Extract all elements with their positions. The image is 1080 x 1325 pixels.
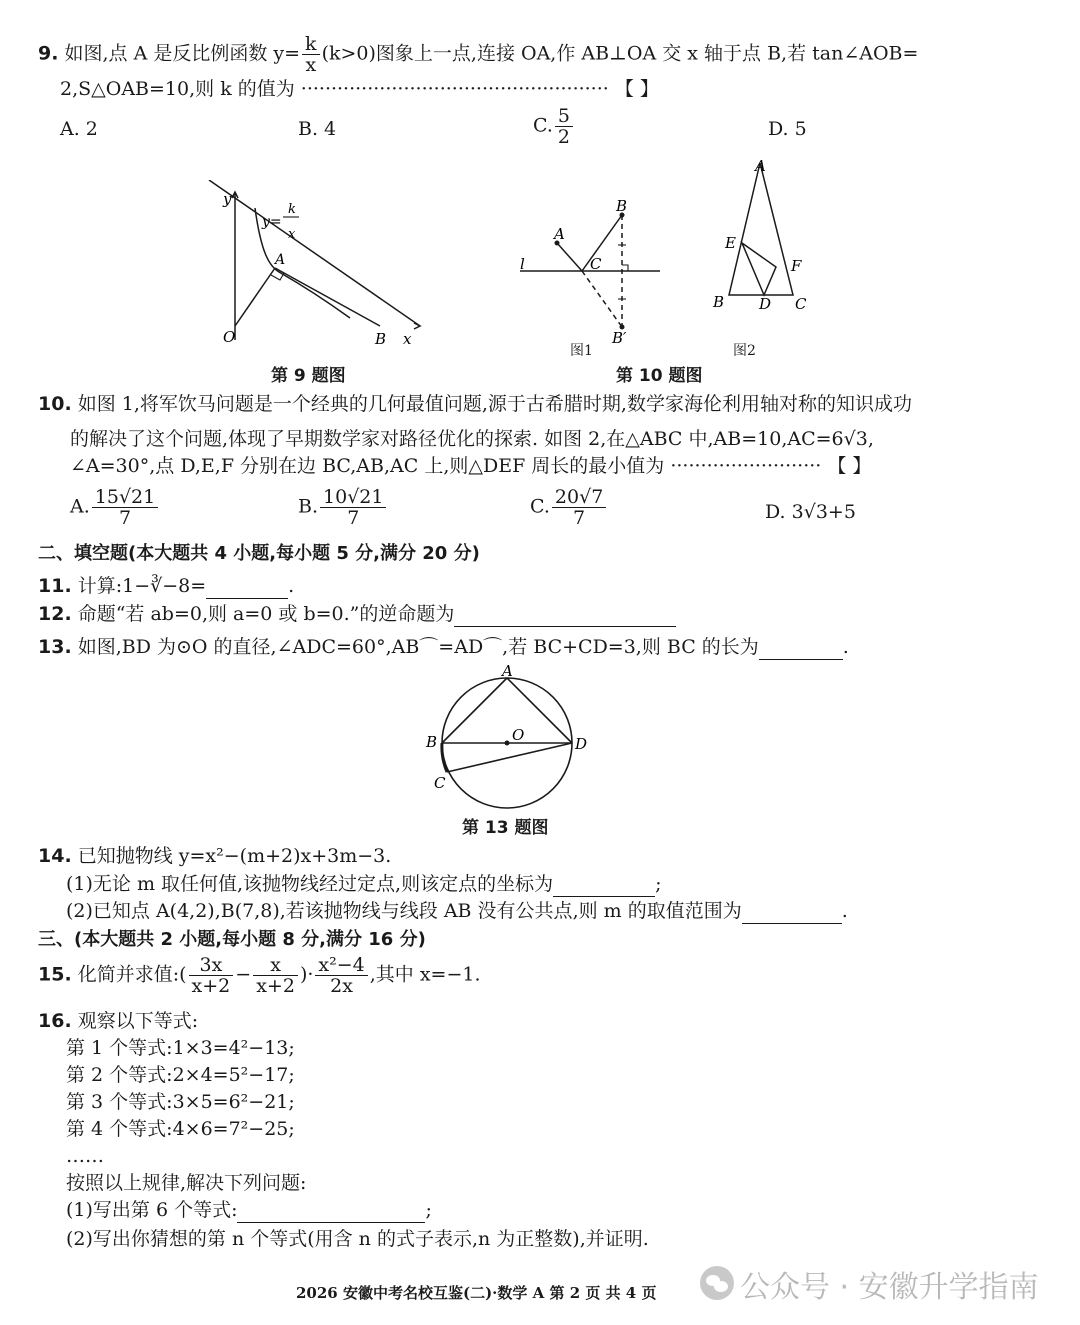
q9-option-c-label: C. xyxy=(533,114,553,137)
q13-number: 13. xyxy=(38,636,72,658)
q11-number: 11. xyxy=(38,575,72,597)
q10-option-a-den: 7 xyxy=(118,507,132,529)
q14-part1-text: (1)无论 m 取任何值,该抛物线经过定点,则该定点的坐标为 xyxy=(66,873,554,895)
q10-figure-1 xyxy=(512,195,667,345)
q9-option-d: D. 5 xyxy=(768,118,807,140)
q11-answer-blank[interactable] xyxy=(206,578,288,599)
q16-part1 xyxy=(66,1197,432,1223)
section-3-heading: 三、(本大题共 2 小题,每小题 8 分,满分 16 分) xyxy=(38,929,426,950)
q9-option-c xyxy=(533,106,575,147)
segment-oa xyxy=(235,268,275,326)
q9-text-b: (k>0)图象上一点,连接 OA,作 AB⊥OA 交 x 轴于点 B,若 tan∠AOB= xyxy=(321,42,919,65)
q10-option-d: D. 3√3+5 xyxy=(765,501,856,523)
triangle-def xyxy=(742,243,776,295)
q15-frac1-den: x+2 xyxy=(191,975,231,997)
fig9-func-label: y= xyxy=(262,214,282,230)
q15-frac-2 xyxy=(253,955,298,996)
q16-line xyxy=(38,1008,198,1034)
segment-cb xyxy=(582,215,622,271)
q14-text: 已知抛物线 y=x²−(m+2)x+3m−3. xyxy=(77,845,392,867)
q10-option-a-num: 15√21 xyxy=(92,487,158,508)
q15-frac2-den: x+2 xyxy=(256,975,295,997)
q10-option-b-num: 10√21 xyxy=(320,487,386,508)
q16-eq2: 第 2 个等式:2×4=5²−17; xyxy=(66,1064,295,1086)
q16-rule: 按照以上规律,解决下列问题: xyxy=(66,1172,307,1194)
q15-frac2-num: x xyxy=(253,955,298,976)
q15-frac3-num: x²−4 xyxy=(315,955,367,976)
fig9-x-label: x xyxy=(403,330,412,348)
fig10-2-c-label: C xyxy=(795,295,807,313)
q10-line3: ∠A=30°,点 D,E,F 分别在边 BC,AB,AC 上,则△DEF 周长的最小值为 ························· 【 】 xyxy=(70,455,872,477)
q9-line1 xyxy=(38,34,918,75)
chord-ab xyxy=(442,678,507,743)
q10-option-b xyxy=(298,487,388,528)
wechat-icon xyxy=(700,1266,734,1300)
q10-fig1-caption: 图1 xyxy=(570,343,593,359)
q10-option-a-label: A. xyxy=(70,495,90,518)
fig10-c-label: C xyxy=(590,255,602,273)
fig10-bprime-label: B′ xyxy=(612,329,627,345)
q16-dots: …… xyxy=(66,1145,104,1167)
q10-figure-caption: 第 10 题图 xyxy=(616,366,703,386)
q16-text: 观察以下等式: xyxy=(77,1010,199,1032)
q15-line xyxy=(38,955,481,996)
page-footer: 2026 安徽中考名校互鉴(二)·数学 A 第 2 页 共 4 页 xyxy=(296,1284,657,1302)
q13-line xyxy=(38,634,849,660)
fig10-2-a-label: A xyxy=(755,157,766,175)
q10-option-c-num: 20√7 xyxy=(552,487,606,508)
q14-part2 xyxy=(66,898,848,924)
q14-part2-end: . xyxy=(841,900,848,922)
q10-option-a xyxy=(70,487,160,528)
q11-text: 计算:1−∛−8= xyxy=(77,575,207,597)
q10-figure-2 xyxy=(705,155,815,315)
q14-part2-blank[interactable] xyxy=(742,903,842,924)
fig13-a-label: A xyxy=(502,662,513,680)
triangle-abc xyxy=(729,163,793,295)
q14-part1 xyxy=(66,871,662,897)
q9-number: 9. xyxy=(38,42,59,65)
fig10-b-label: B xyxy=(616,197,628,215)
q10-option-c-den: 7 xyxy=(573,507,586,529)
q14-part1-blank[interactable] xyxy=(553,876,655,897)
fig9-a-label: A xyxy=(275,252,286,268)
fig10-a-label: A xyxy=(554,225,565,243)
q9-option-c-den: 2 xyxy=(557,126,570,148)
segment-ab xyxy=(275,268,380,326)
q16-eq3: 第 3 个等式:3×5=6²−21; xyxy=(66,1091,295,1113)
q13-answer-blank[interactable] xyxy=(759,639,843,660)
fig10-l-label: l xyxy=(520,255,525,273)
q16-eq4: 第 4 个等式:4×6=7²−25; xyxy=(66,1118,295,1140)
q15-number: 15. xyxy=(38,963,72,986)
q12-line xyxy=(38,601,676,627)
q13-figure xyxy=(420,660,600,810)
fig13-d-label: D xyxy=(575,735,588,753)
q16-part1-blank[interactable] xyxy=(237,1202,425,1223)
q9-figure-caption: 第 9 题图 xyxy=(271,366,346,386)
q15-frac1-num: 3x xyxy=(189,955,234,976)
watermark-text: 公众号 · 安徽升学指南 xyxy=(740,1270,1039,1305)
q10-line2: 的解决了这个问题,体现了早期数学家对路径优化的探索. 如图 2,在△ABC 中,AB=10,AC=6√3, xyxy=(70,428,874,450)
segment-cb-prime xyxy=(582,271,622,327)
q15-frac-3 xyxy=(315,955,367,996)
segment-ac xyxy=(557,243,582,271)
q16-part1-end: ; xyxy=(425,1199,432,1221)
q15-mid: )· xyxy=(299,963,314,986)
q15-lead: 化简并求值:( xyxy=(77,963,187,986)
fig9-o-label: O xyxy=(223,328,236,346)
q9-option-a: A. 2 xyxy=(60,118,98,140)
q10-option-c-frac xyxy=(552,487,606,528)
q14-part1-end: ; xyxy=(655,873,662,895)
q9-line2: 2,S△OAB=10,则 k 的值为 ··················································· 【 】 xyxy=(60,78,659,100)
q13-figure-caption: 第 13 题图 xyxy=(462,818,549,838)
q13-end: . xyxy=(842,636,849,658)
fig10-2-b-label: B xyxy=(713,293,725,311)
q9-frac-den: x xyxy=(305,54,317,76)
q9-option-b: B. 4 xyxy=(298,118,337,140)
q12-answer-blank[interactable] xyxy=(454,606,676,627)
q10-option-b-frac xyxy=(320,487,386,528)
q12-number: 12. xyxy=(38,603,72,625)
fig13-o-label: O xyxy=(512,726,525,744)
fig10-2-d-label: D xyxy=(759,295,772,313)
q16-part2: (2)写出你猜想的第 n 个等式(用含 n 的式子表示,n 为正整数),并证明. xyxy=(66,1228,649,1250)
q16-eq1: 第 1 个等式:1×3=4²−13; xyxy=(66,1037,295,1059)
fig13-c-label: C xyxy=(434,774,446,792)
q15-minus: − xyxy=(235,963,252,986)
q11-end: . xyxy=(288,575,295,597)
fig13-b-label: B xyxy=(426,733,438,751)
chord-cd xyxy=(447,743,572,772)
fig9-func-den: x xyxy=(288,227,296,242)
q9-figure xyxy=(195,180,430,355)
section-2-heading: 二、填空题(本大题共 4 小题,每小题 5 分,满分 20 分) xyxy=(38,543,480,564)
fig9-func-num: k xyxy=(288,202,296,217)
q14-number: 14. xyxy=(38,845,72,867)
q10-option-b-den: 7 xyxy=(347,507,360,529)
q16-part1-text: (1)写出第 6 个等式: xyxy=(66,1199,238,1221)
q15-frac3-den: 2x xyxy=(330,975,353,997)
q9-text-a: 如图,点 A 是反比例函数 y= xyxy=(64,42,301,65)
q10-fig2-caption: 图2 xyxy=(733,343,756,359)
q15-tail: ,其中 x=−1. xyxy=(369,963,481,986)
q14-part2-text: (2)已知点 A(4,2),B(7,8),若该抛物线与线段 AB 没有公共点,则 m 的取值范围为 xyxy=(66,900,742,922)
q11-line xyxy=(38,573,294,599)
fig9-b-label: B xyxy=(375,330,387,348)
q16-number: 16. xyxy=(38,1010,72,1032)
q9-option-c-num: 5 xyxy=(555,106,573,127)
q10-option-a-frac xyxy=(92,487,158,528)
q9-option-c-frac xyxy=(555,106,573,147)
q10-option-b-label: B. xyxy=(298,495,319,518)
q15-frac-1 xyxy=(189,955,234,996)
fig9-y-label: y xyxy=(223,190,232,208)
q10-option-c-label: C. xyxy=(530,495,550,518)
x-axis xyxy=(209,180,420,326)
fig10-2-e-label: E xyxy=(725,234,736,252)
q9-fraction xyxy=(302,34,320,75)
q10-option-c xyxy=(530,487,608,528)
q14-line xyxy=(38,843,391,869)
q10-number: 10. xyxy=(38,393,72,415)
q9-frac-num: k xyxy=(302,34,320,55)
q13-text: 如图,BD 为⊙O 的直径,∠ADC=60°,AB⌒=AD⌒,若 BC+CD=3,则 BC 的长为 xyxy=(77,636,759,658)
q12-text: 命题“若 ab=0,则 a=0 或 b=0.”的逆命题为 xyxy=(77,603,455,625)
q10-text-1: 如图 1,将军饮马问题是一个经典的几何最值问题,源于古希腊时期,数学家海伦利用轴对称的知识成功 xyxy=(77,393,912,415)
fig10-2-f-label: F xyxy=(791,257,802,275)
q10-line1 xyxy=(38,391,912,417)
